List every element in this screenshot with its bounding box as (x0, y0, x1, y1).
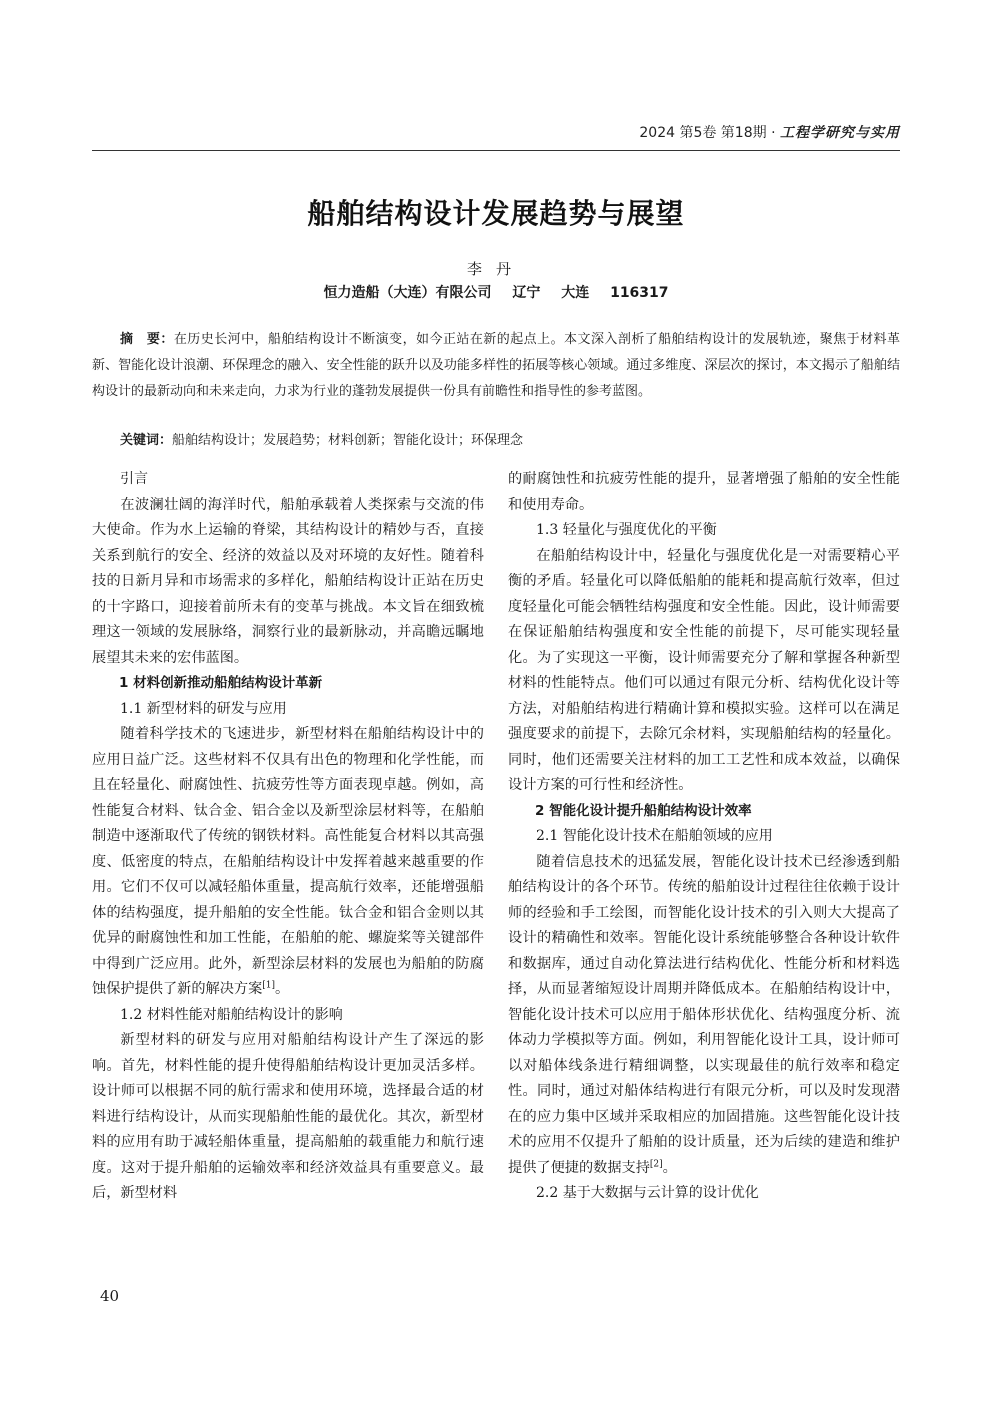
section-2-heading: 2 智能化设计提升船舶结构设计效率 (535, 802, 752, 819)
section-1-1-paragraph (92, 722, 484, 1003)
running-header (92, 122, 900, 142)
intro-heading: 引言 (120, 471, 148, 487)
page-number: 40 (100, 1287, 120, 1305)
author-name: 李丹 (466, 260, 525, 278)
section-1-2-continued: 的耐腐蚀性和抗疲劳性能的提升，显著增强了船舶的安全性能和使用寿命。 (508, 471, 900, 513)
section-1-2-heading: 1.2 材料性能对船舶结构设计的影响 (120, 1006, 343, 1023)
citation-2: [2] (649, 1158, 663, 1169)
keywords (92, 428, 900, 454)
affiliation (92, 282, 900, 302)
section-1-3-heading: 1.3 轻量化与强度优化的平衡 (536, 522, 717, 538)
header-divider (92, 150, 900, 151)
section-1-1-text: 随着科学技术的飞速进步，新型材料在船舶结构设计中的应用日益广泛。这些材料不仅具有出色的物理和化学性能，而且在轻量化、耐腐蚀性、抗疲劳性等方面表现卓越。例如，高性能复合材料、钛合金、铝合金以及新型涂层材料等，在船舶制造中逐渐取代了传统的钢铁材料。高性能复合材料以其高强度、低密度的特点，在船舶结构设计中发挥着越来越重要的作用。它们不仅可以减轻船体重量，提高航行效率，还能增强船体的结构强度，提升船舶的安全性能。钛合金和铝合金则以其优异的耐腐蚀性和加工性能，在船舶的舵、螺旋桨等关键部件中得到广泛应用。此外，新型涂层材料的发展也为船舶的防腐蚀保护提供了新的解决方案 (92, 726, 484, 997)
citation-1: [1] (262, 980, 276, 991)
section-2-1-end: 。 (662, 1159, 677, 1176)
paper-title: 船舶结构设计发展趋势与展望 (307, 197, 685, 230)
affiliation-postcode: 116317 (610, 285, 669, 301)
header-separator: · (771, 125, 776, 141)
journal-issue: 2024 第5卷 第18期 (639, 125, 767, 141)
abstract (92, 327, 900, 405)
intro-paragraph: 在波澜壮阔的海洋时代，船舶承载着人类探索与交流的伟大使命。作为水上运输的脊梁，其结构设计的精妙与否，直接关系到航行的安全、经济的效益以及对环境的友好性。随着科技的日新月异和市场需求的多样化，船舶结构设计正站在历史的十字路口，迎接着前所未有的变革与挑战。本文旨在细致梳理这一领域的发展脉络，洞察行业的最新脉动，并高瞻远瞩地展望其未来的宏伟蓝图。 (92, 496, 484, 666)
abstract-text: 在历史长河中，船舶结构设计不断演变，如今正站在新的起点上。本文深入剖析了船舶结构设计的发展轨迹，聚焦于材料革新、智能化设计浪潮、环保理念的融入、安全性能的跃升以及功能多样性的拓展等核心领域。通过多维度、深层次的探讨，本文揭示了船舶结构设计的最新动向和未来走向，力求为行业的蓬勃发展提供一份具有前瞻性和指导性的参考蓝图。 (92, 332, 900, 399)
abstract-label: 摘 要： (120, 332, 174, 347)
section-1-heading: 1 材料创新推动船舶结构设计革新 (119, 675, 323, 691)
section-1-1-end: 。 (275, 981, 290, 997)
section-2-1-heading: 2.1 智能化设计技术在船舶领域的应用 (536, 828, 773, 844)
keywords-label: 关键词： (120, 433, 173, 448)
section-1-3-paragraph: 在船舶结构设计中，轻量化与强度优化是一对需要精心平衡的矛盾。轻量化可以降低船舶的能耗和提高航行效率，但过度轻量化可能会牺牲结构强度和安全性能。因此，设计师需要在保证船舶结构强度和安全性能的前提下，尽可能实现轻量化。为了实现这一平衡，设计师需要充分了解和掌握各种新型材料的性能特点。他们可以通过有限元分析、结构优化设计等方法，对船舶结构进行精确计算和模拟实验。这样可以在满足强度要求的前提下，去除冗余材料，实现船舶结构的轻量化。同时，他们还需要关注材料的加工工艺性和成本效益，以确保设计方案的可行性和经济性。 (508, 547, 900, 793)
left-column (92, 467, 484, 1207)
affiliation-org: 恒力造船（大连）有限公司 (323, 285, 492, 301)
affiliation-city: 大连 (561, 285, 590, 301)
journal-name: 工程学研究与实用 (780, 125, 900, 141)
section-2-1-text: 随着信息技术的迅猛发展，智能化设计技术已经渗透到船舶结构设计的各个环节。传统的船舶设计过程往往依赖于设计师的经验和手工绘图，而智能化设计技术的引入则大大提高了设计的精确性和效率。智能化设计系统能够整合各种设计软件和数据库，通过自动化算法进行结构优化、性能分析和材料选择，从而显著缩短设计周期并降低成本。在船舶结构设计中，智能化设计技术可以应用于船体形状优化、结构强度分析、流体动力学模拟等方面。例如，利用智能化设计工具，设计师可以对船体线条进行精细调整，以实现最佳的航行效率和稳定性。同时，通过对船体结构进行有限元分析，可以及时发现潜在的应力集中区域并采取相应的加固措施。这些智能化设计技术的应用不仅提升了船舶的设计质量，还为后续的建造和维护提供了便捷的数据支持 (508, 853, 900, 1176)
section-1-2-paragraph: 新型材料的研发与应用对船舶结构设计产生了深远的影响。首先，材料性能的提升使得船舶结构设计更加灵活多样。设计师可以根据不同的航行需求和使用环境，选择最合适的材料进行结构设计，从而实现船舶性能的最优化。其次，新型材料的应用有助于减轻船体重量，提高船舶的载重能力和航行速度。这对于提升船舶的运输效率和经济效益具有重要意义。最后，新型材料 (92, 1032, 484, 1201)
right-column (508, 467, 900, 1207)
keywords-text: 船舶结构设计；发展趋势；材料创新；智能化设计；环保理念 (172, 433, 524, 448)
section-2-2-heading: 2.2 基于大数据与云计算的设计优化 (536, 1185, 759, 1201)
section-1-1-heading: 1.1 新型材料的研发与应用 (120, 700, 287, 717)
section-2-1-paragraph (508, 850, 900, 1182)
affiliation-province: 辽宁 (512, 285, 541, 301)
